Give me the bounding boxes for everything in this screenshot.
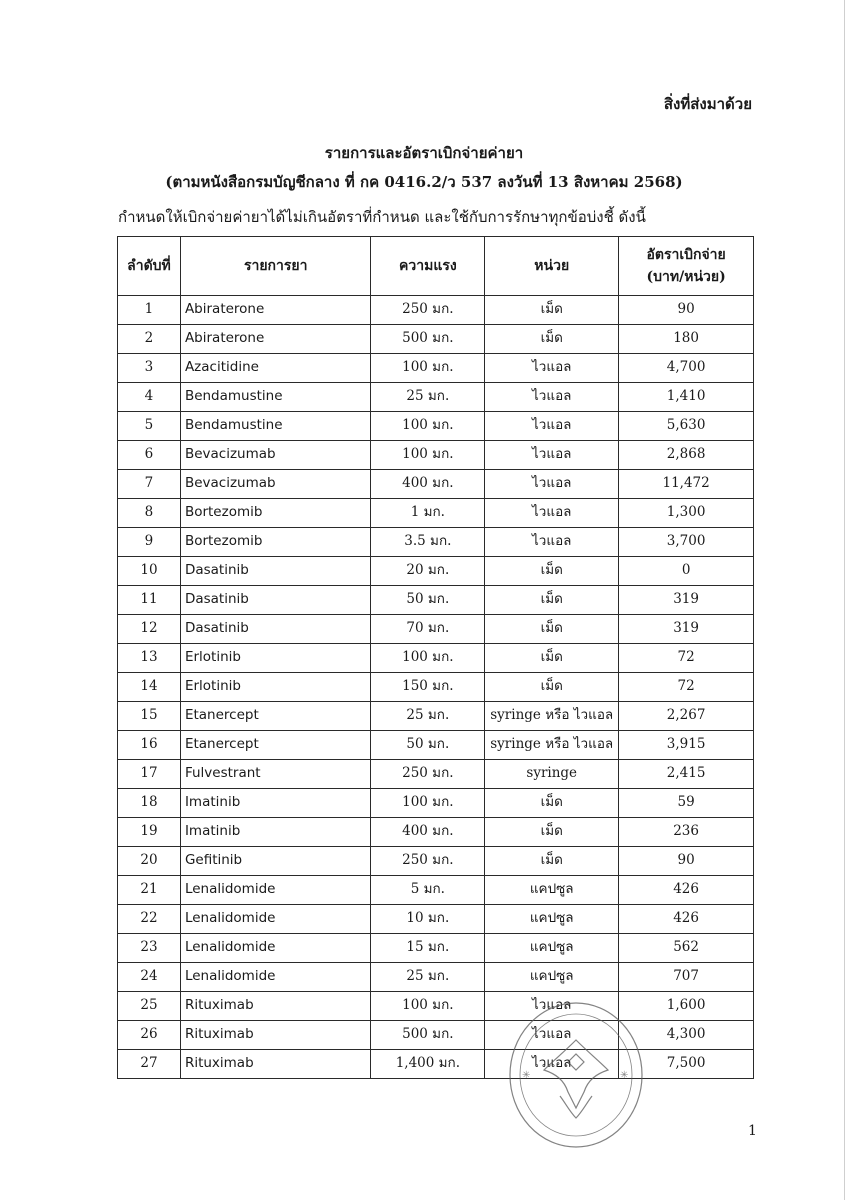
cell-unit: syringe <box>485 760 619 789</box>
cell-drug-name: Imatinib <box>180 818 371 847</box>
cell-drug-name: Gefitinib <box>180 847 371 876</box>
table-row <box>118 760 754 789</box>
cell-rate: 1,600 <box>619 992 754 1021</box>
cell-rate: 90 <box>619 847 754 876</box>
cell-drug-name: Dasatinib <box>180 615 371 644</box>
cell-unit: ไวแอล <box>485 470 619 499</box>
table-row <box>118 818 754 847</box>
cell-drug-name: Abiraterone <box>180 325 371 354</box>
table-row <box>118 412 754 441</box>
cell-no: 20 <box>118 847 181 876</box>
cell-unit: แคปซูล <box>485 934 619 963</box>
cell-strength: 15 มก. <box>371 934 485 963</box>
cell-no: 3 <box>118 354 181 383</box>
cell-strength: 400 มก. <box>371 818 485 847</box>
cell-no: 17 <box>118 760 181 789</box>
cell-strength: 100 มก. <box>371 644 485 673</box>
table-body <box>118 296 754 1079</box>
cell-rate: 180 <box>619 325 754 354</box>
cell-no: 24 <box>118 963 181 992</box>
table-row <box>118 557 754 586</box>
table-row <box>118 673 754 702</box>
table-row <box>118 992 754 1021</box>
table-row <box>118 354 754 383</box>
cell-rate: 562 <box>619 934 754 963</box>
cell-strength: 1 มก. <box>371 499 485 528</box>
cell-rate: 236 <box>619 818 754 847</box>
cell-strength: 100 มก. <box>371 441 485 470</box>
cell-strength: 25 มก. <box>371 702 485 731</box>
cell-no: 25 <box>118 992 181 1021</box>
cell-strength: 1,400 มก. <box>371 1050 485 1079</box>
table-row <box>118 934 754 963</box>
cell-unit: syringe หรือ ไวแอล <box>485 731 619 760</box>
cell-strength: 10 มก. <box>371 905 485 934</box>
cell-unit: ไวแอล <box>485 354 619 383</box>
header-no: ลำดับที่ <box>118 237 181 296</box>
cell-drug-name: Bendamustine <box>180 412 371 441</box>
cell-rate: 90 <box>619 296 754 325</box>
cell-strength: 100 มก. <box>371 354 485 383</box>
cell-rate: 319 <box>619 586 754 615</box>
svg-text:✳: ✳ <box>620 1070 629 1081</box>
cell-strength: 150 มก. <box>371 673 485 702</box>
table-header-row <box>118 237 754 296</box>
table-row <box>118 615 754 644</box>
table-row <box>118 644 754 673</box>
cell-unit: ไวแอล <box>485 992 619 1021</box>
cell-strength: 500 มก. <box>371 325 485 354</box>
cell-drug-name: Erlotinib <box>180 644 371 673</box>
cell-no: 5 <box>118 412 181 441</box>
cell-unit: ไวแอล <box>485 1021 619 1050</box>
cell-strength: 20 มก. <box>371 557 485 586</box>
cell-rate: 2,868 <box>619 441 754 470</box>
cell-unit: แคปซูล <box>485 963 619 992</box>
cell-strength: 50 มก. <box>371 731 485 760</box>
page-number: 1 <box>748 1123 757 1139</box>
cell-no: 13 <box>118 644 181 673</box>
cell-unit: เม็ด <box>485 296 619 325</box>
cell-rate: 7,500 <box>619 1050 754 1079</box>
cell-drug-name: Fulvestrant <box>180 760 371 789</box>
table-row <box>118 325 754 354</box>
table-row <box>118 847 754 876</box>
cell-strength: 100 มก. <box>371 789 485 818</box>
cell-rate: 707 <box>619 963 754 992</box>
cell-strength: 100 มก. <box>371 992 485 1021</box>
cell-rate: 11,472 <box>619 470 754 499</box>
table-row <box>118 296 754 325</box>
table-row <box>118 586 754 615</box>
cell-unit: เม็ด <box>485 325 619 354</box>
cell-no: 23 <box>118 934 181 963</box>
table-row <box>118 876 754 905</box>
cell-unit: เม็ด <box>485 847 619 876</box>
cell-drug-name: Bendamustine <box>180 383 371 412</box>
table-row <box>118 963 754 992</box>
table-row <box>118 905 754 934</box>
cell-rate: 72 <box>619 673 754 702</box>
cell-drug-name: Azacitidine <box>180 354 371 383</box>
cell-strength: 70 มก. <box>371 615 485 644</box>
cell-drug-name: Dasatinib <box>180 557 371 586</box>
cell-unit: เม็ด <box>485 644 619 673</box>
table-row <box>118 499 754 528</box>
header-rate-line2: (บาท/หน่วย) <box>646 269 726 285</box>
cell-drug-name: Rituximab <box>180 992 371 1021</box>
table-row <box>118 789 754 818</box>
cell-drug-name: Bortezomib <box>180 528 371 557</box>
cell-rate: 2,415 <box>619 760 754 789</box>
document-title: รายการและอัตราเบิกจ่ายค่ายา <box>324 144 524 162</box>
table-row <box>118 441 754 470</box>
cell-rate: 72 <box>619 644 754 673</box>
table-row <box>118 702 754 731</box>
cell-unit: แคปซูล <box>485 876 619 905</box>
cell-drug-name: Bortezomib <box>180 499 371 528</box>
cell-drug-name: Dasatinib <box>180 586 371 615</box>
cell-no: 26 <box>118 1021 181 1050</box>
table-row <box>118 731 754 760</box>
cell-drug-name: Rituximab <box>180 1050 371 1079</box>
cell-rate: 319 <box>619 615 754 644</box>
cell-strength: 250 มก. <box>371 296 485 325</box>
cell-rate: 59 <box>619 789 754 818</box>
cell-drug-name: Rituximab <box>180 1021 371 1050</box>
cell-strength: 5 มก. <box>371 876 485 905</box>
cell-rate: 5,630 <box>619 412 754 441</box>
cell-strength: 500 มก. <box>371 1021 485 1050</box>
cell-strength: 100 มก. <box>371 412 485 441</box>
cell-unit: เม็ด <box>485 818 619 847</box>
cell-drug-name: Lenalidomide <box>180 905 371 934</box>
cell-drug-name: Erlotinib <box>180 673 371 702</box>
cell-no: 19 <box>118 818 181 847</box>
cell-drug-name: Lenalidomide <box>180 876 371 905</box>
cell-rate: 426 <box>619 905 754 934</box>
cell-unit: syringe หรือ ไวแอล <box>485 702 619 731</box>
cell-no: 18 <box>118 789 181 818</box>
cell-unit: เม็ด <box>485 557 619 586</box>
cell-strength: 400 มก. <box>371 470 485 499</box>
cell-rate: 426 <box>619 876 754 905</box>
attachment-label: สิ่งที่ส่งมาด้วย <box>663 95 752 113</box>
cell-no: 9 <box>118 528 181 557</box>
cell-rate: 0 <box>619 557 754 586</box>
table-row <box>118 1050 754 1079</box>
cell-no: 2 <box>118 325 181 354</box>
cell-no: 8 <box>118 499 181 528</box>
document-subtitle: (ตามหนังสือกรมบัญชีกลาง ที่ กค 0416.2/ว 537 ลงวันที่ 13 สิงหาคม 2568) <box>165 173 683 191</box>
cell-drug-name: Lenalidomide <box>180 963 371 992</box>
table-row <box>118 470 754 499</box>
header-drug-name: รายการยา <box>180 237 371 296</box>
cell-rate: 1,410 <box>619 383 754 412</box>
cell-rate: 2,267 <box>619 702 754 731</box>
header-strength: ความแรง <box>371 237 485 296</box>
cell-drug-name: Etanercept <box>180 702 371 731</box>
cell-no: 11 <box>118 586 181 615</box>
cell-no: 22 <box>118 905 181 934</box>
cell-no: 10 <box>118 557 181 586</box>
cell-no: 14 <box>118 673 181 702</box>
cell-unit: แคปซูล <box>485 905 619 934</box>
instruction-text: กำหนดให้เบิกจ่ายค่ายาได้ไม่เกินอัตราที่กำหนด และใช้กับการรักษาทุกข้อบ่งชี้ ดังนี้ <box>118 208 646 226</box>
table-row <box>118 528 754 557</box>
cell-unit: ไวแอล <box>485 1050 619 1079</box>
cell-unit: ไวแอล <box>485 383 619 412</box>
cell-drug-name: Imatinib <box>180 789 371 818</box>
cell-strength: 250 มก. <box>371 760 485 789</box>
cell-unit: ไวแอล <box>485 499 619 528</box>
cell-strength: 25 มก. <box>371 963 485 992</box>
cell-no: 27 <box>118 1050 181 1079</box>
header-rate-line1: อัตราเบิกจ่าย <box>646 247 726 263</box>
header-unit: หน่วย <box>485 237 619 296</box>
cell-no: 15 <box>118 702 181 731</box>
cell-no: 1 <box>118 296 181 325</box>
cell-rate: 1,300 <box>619 499 754 528</box>
svg-text:✳: ✳ <box>522 1070 531 1081</box>
cell-strength: 50 มก. <box>371 586 485 615</box>
cell-rate: 3,915 <box>619 731 754 760</box>
cell-no: 6 <box>118 441 181 470</box>
cell-drug-name: Lenalidomide <box>180 934 371 963</box>
cell-strength: 250 มก. <box>371 847 485 876</box>
table-row <box>118 383 754 412</box>
cell-unit: ไวแอล <box>485 412 619 441</box>
table-row <box>118 1021 754 1050</box>
cell-no: 21 <box>118 876 181 905</box>
cell-strength: 3.5 มก. <box>371 528 485 557</box>
cell-rate: 4,700 <box>619 354 754 383</box>
cell-no: 12 <box>118 615 181 644</box>
cell-drug-name: Etanercept <box>180 731 371 760</box>
cell-unit: ไวแอล <box>485 528 619 557</box>
cell-no: 4 <box>118 383 181 412</box>
cell-unit: ไวแอล <box>485 441 619 470</box>
cell-unit: เม็ด <box>485 586 619 615</box>
header-rate <box>619 237 754 296</box>
cell-drug-name: Abiraterone <box>180 296 371 325</box>
cell-strength: 25 มก. <box>371 383 485 412</box>
cell-drug-name: Bevacizumab <box>180 441 371 470</box>
cell-rate: 4,300 <box>619 1021 754 1050</box>
cell-unit: เม็ด <box>485 673 619 702</box>
drug-rate-table <box>117 236 754 1079</box>
cell-drug-name: Bevacizumab <box>180 470 371 499</box>
cell-no: 16 <box>118 731 181 760</box>
cell-unit: เม็ด <box>485 789 619 818</box>
cell-rate: 3,700 <box>619 528 754 557</box>
cell-unit: เม็ด <box>485 615 619 644</box>
cell-no: 7 <box>118 470 181 499</box>
